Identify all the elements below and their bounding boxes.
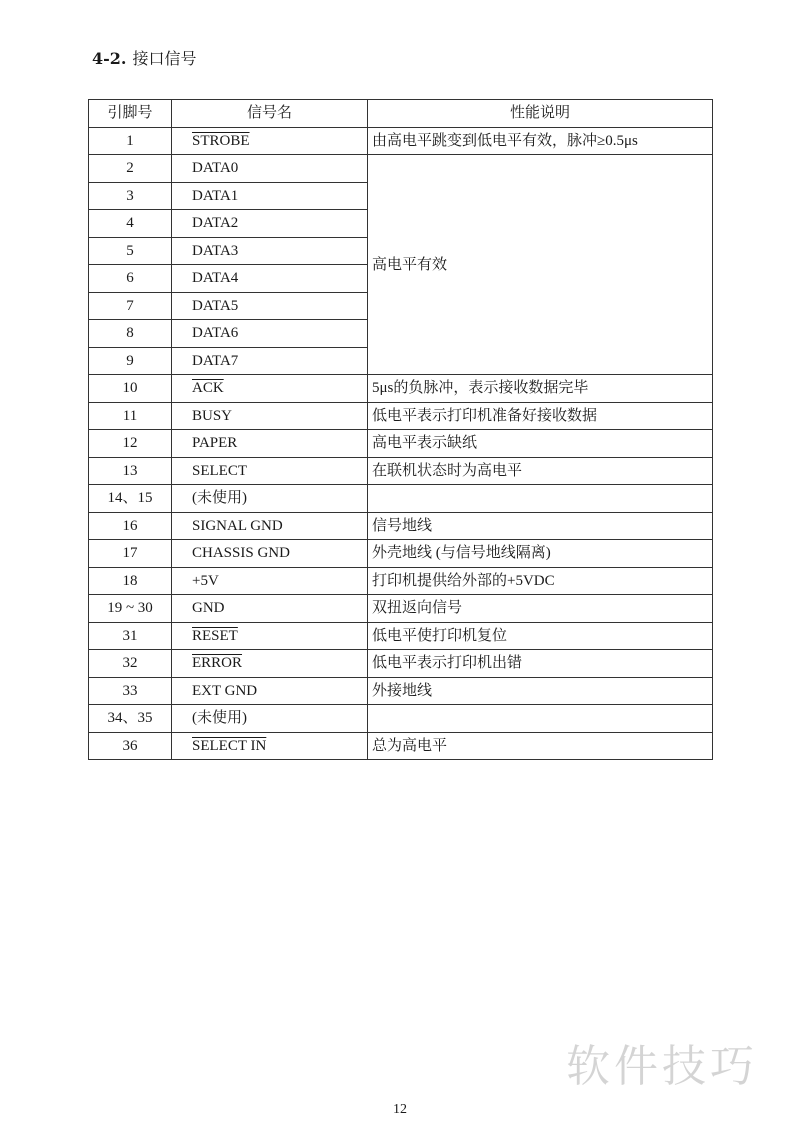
- header-description: 性能说明: [368, 100, 713, 128]
- header-signal: 信号名: [172, 100, 368, 128]
- pin-number: 9: [89, 347, 172, 375]
- section-number: 4-2.: [92, 49, 127, 68]
- page-number: 12: [393, 1102, 407, 1117]
- table-body: [89, 127, 713, 760]
- table-row: [89, 457, 713, 485]
- signal-name-text: DATA4: [192, 270, 239, 287]
- section-title: 接口信号: [132, 49, 197, 68]
- signal-name: [172, 210, 368, 238]
- signal-description: 高电平表示缺纸: [368, 430, 713, 458]
- signal-description: 5μs的负脉冲，表示接收数据完毕: [368, 375, 713, 403]
- signal-name-text: DATA1: [192, 187, 239, 204]
- table-row: [89, 540, 713, 568]
- pin-number: 12: [89, 430, 172, 458]
- signal-name-text: PAPER: [192, 435, 238, 452]
- signal-name: [172, 595, 368, 623]
- pin-number: 18: [89, 567, 172, 595]
- section-heading: [92, 46, 197, 69]
- signal-name-text: DATA3: [192, 242, 239, 259]
- signal-name-text: STROBE: [192, 132, 250, 149]
- signal-name-text: DATA7: [192, 352, 239, 369]
- pin-number: 34、35: [89, 705, 172, 733]
- pin-number: 33: [89, 677, 172, 705]
- pin-number: 10: [89, 375, 172, 403]
- signal-name-text: SELECT: [192, 462, 247, 479]
- pin-number: 2: [89, 155, 172, 183]
- table-row: [89, 567, 713, 595]
- signal-name: [172, 155, 368, 183]
- pin-number: 17: [89, 540, 172, 568]
- signal-name: [172, 320, 368, 348]
- signal-description: 低电平使打印机复位: [368, 622, 713, 650]
- signal-description: 高电平有效: [368, 155, 713, 375]
- signal-description: 由高电平跳变到低电平有效，脉冲≥0.5μs: [368, 127, 713, 155]
- signal-name: [172, 182, 368, 210]
- watermark: 软件技巧: [566, 1041, 758, 1092]
- signal-name-text: SIGNAL GND: [192, 517, 283, 534]
- signal-name-text: DATA2: [192, 215, 239, 232]
- signal-name-text: BUSY: [192, 407, 233, 424]
- pin-number: 1: [89, 127, 172, 155]
- signal-description: 总为高电平: [368, 732, 713, 760]
- table-row: [89, 402, 713, 430]
- signal-name: [172, 457, 368, 485]
- signal-name: [172, 237, 368, 265]
- signal-name: [172, 540, 368, 568]
- pin-number: 5: [89, 237, 172, 265]
- pin-number: 11: [89, 402, 172, 430]
- table-row: [89, 595, 713, 623]
- table-row: [89, 650, 713, 678]
- signal-name-text: (未使用): [192, 490, 247, 507]
- signal-description: 外接地线: [368, 677, 713, 705]
- signal-name: [172, 127, 368, 155]
- signal-description: 低电平表示打印机出错: [368, 650, 713, 678]
- signal-name-text: DATA0: [192, 160, 239, 177]
- signal-name: [172, 485, 368, 513]
- signal-name: [172, 402, 368, 430]
- signal-description: 低电平表示打印机准备好接收数据: [368, 402, 713, 430]
- table-header-row: [89, 100, 713, 128]
- signal-name-text: EXT GND: [192, 682, 258, 699]
- signal-name-text: GND: [192, 600, 225, 617]
- pin-number: 4: [89, 210, 172, 238]
- pin-number: 36: [89, 732, 172, 760]
- signal-name: [172, 677, 368, 705]
- signal-name-text: (未使用): [192, 710, 247, 727]
- pin-number: 7: [89, 292, 172, 320]
- table-row: [89, 732, 713, 760]
- signal-name-text: +5V: [192, 572, 219, 589]
- signal-name: [172, 622, 368, 650]
- signal-name-text: $\overline{ACK}$: [192, 380, 224, 397]
- signal-description: [368, 705, 713, 733]
- table-row: [89, 705, 713, 733]
- pin-number: 6: [89, 265, 172, 293]
- table-row: [89, 512, 713, 540]
- signal-name: [172, 732, 368, 760]
- signal-description: [368, 485, 713, 513]
- table-row: [89, 127, 713, 155]
- interface-signal-table: [88, 99, 713, 760]
- signal-description: 打印机提供给外部的+5VDC: [368, 567, 713, 595]
- pin-number: 32: [89, 650, 172, 678]
- signal-description: 外壳地线 (与信号地线隔离): [368, 540, 713, 568]
- pin-number: 13: [89, 457, 172, 485]
- pin-number: 8: [89, 320, 172, 348]
- signal-name-text: CHASSIS GND: [192, 545, 290, 562]
- signal-name-text: DATA5: [192, 297, 239, 314]
- signal-description: 信号地线: [368, 512, 713, 540]
- signal-name-text: ERROR: [192, 655, 243, 672]
- signal-name-text: DATA6: [192, 325, 239, 342]
- table-row: [89, 155, 713, 183]
- table-row: [89, 622, 713, 650]
- signal-name: [172, 347, 368, 375]
- signal-description: 双扭返向信号: [368, 595, 713, 623]
- pin-number: 14、15: [89, 485, 172, 513]
- table-row: [89, 430, 713, 458]
- signal-name: [172, 265, 368, 293]
- pin-number: 31: [89, 622, 172, 650]
- signal-name-text: SELECT IN: [192, 737, 267, 754]
- signal-name: [172, 650, 368, 678]
- signal-name-text: RESET: [192, 627, 238, 644]
- signal-name: [172, 292, 368, 320]
- pin-number: 16: [89, 512, 172, 540]
- table-row: [89, 677, 713, 705]
- signal-name: [172, 567, 368, 595]
- pin-number: 19 ~ 30: [89, 595, 172, 623]
- signal-name: [172, 375, 368, 403]
- pin-number: 3: [89, 182, 172, 210]
- table-row: [89, 375, 713, 403]
- signal-name: [172, 430, 368, 458]
- signal-description: 在联机状态时为高电平: [368, 457, 713, 485]
- header-pin: 引脚号: [89, 100, 172, 128]
- table-row: [89, 485, 713, 513]
- signal-name: [172, 512, 368, 540]
- signal-name: [172, 705, 368, 733]
